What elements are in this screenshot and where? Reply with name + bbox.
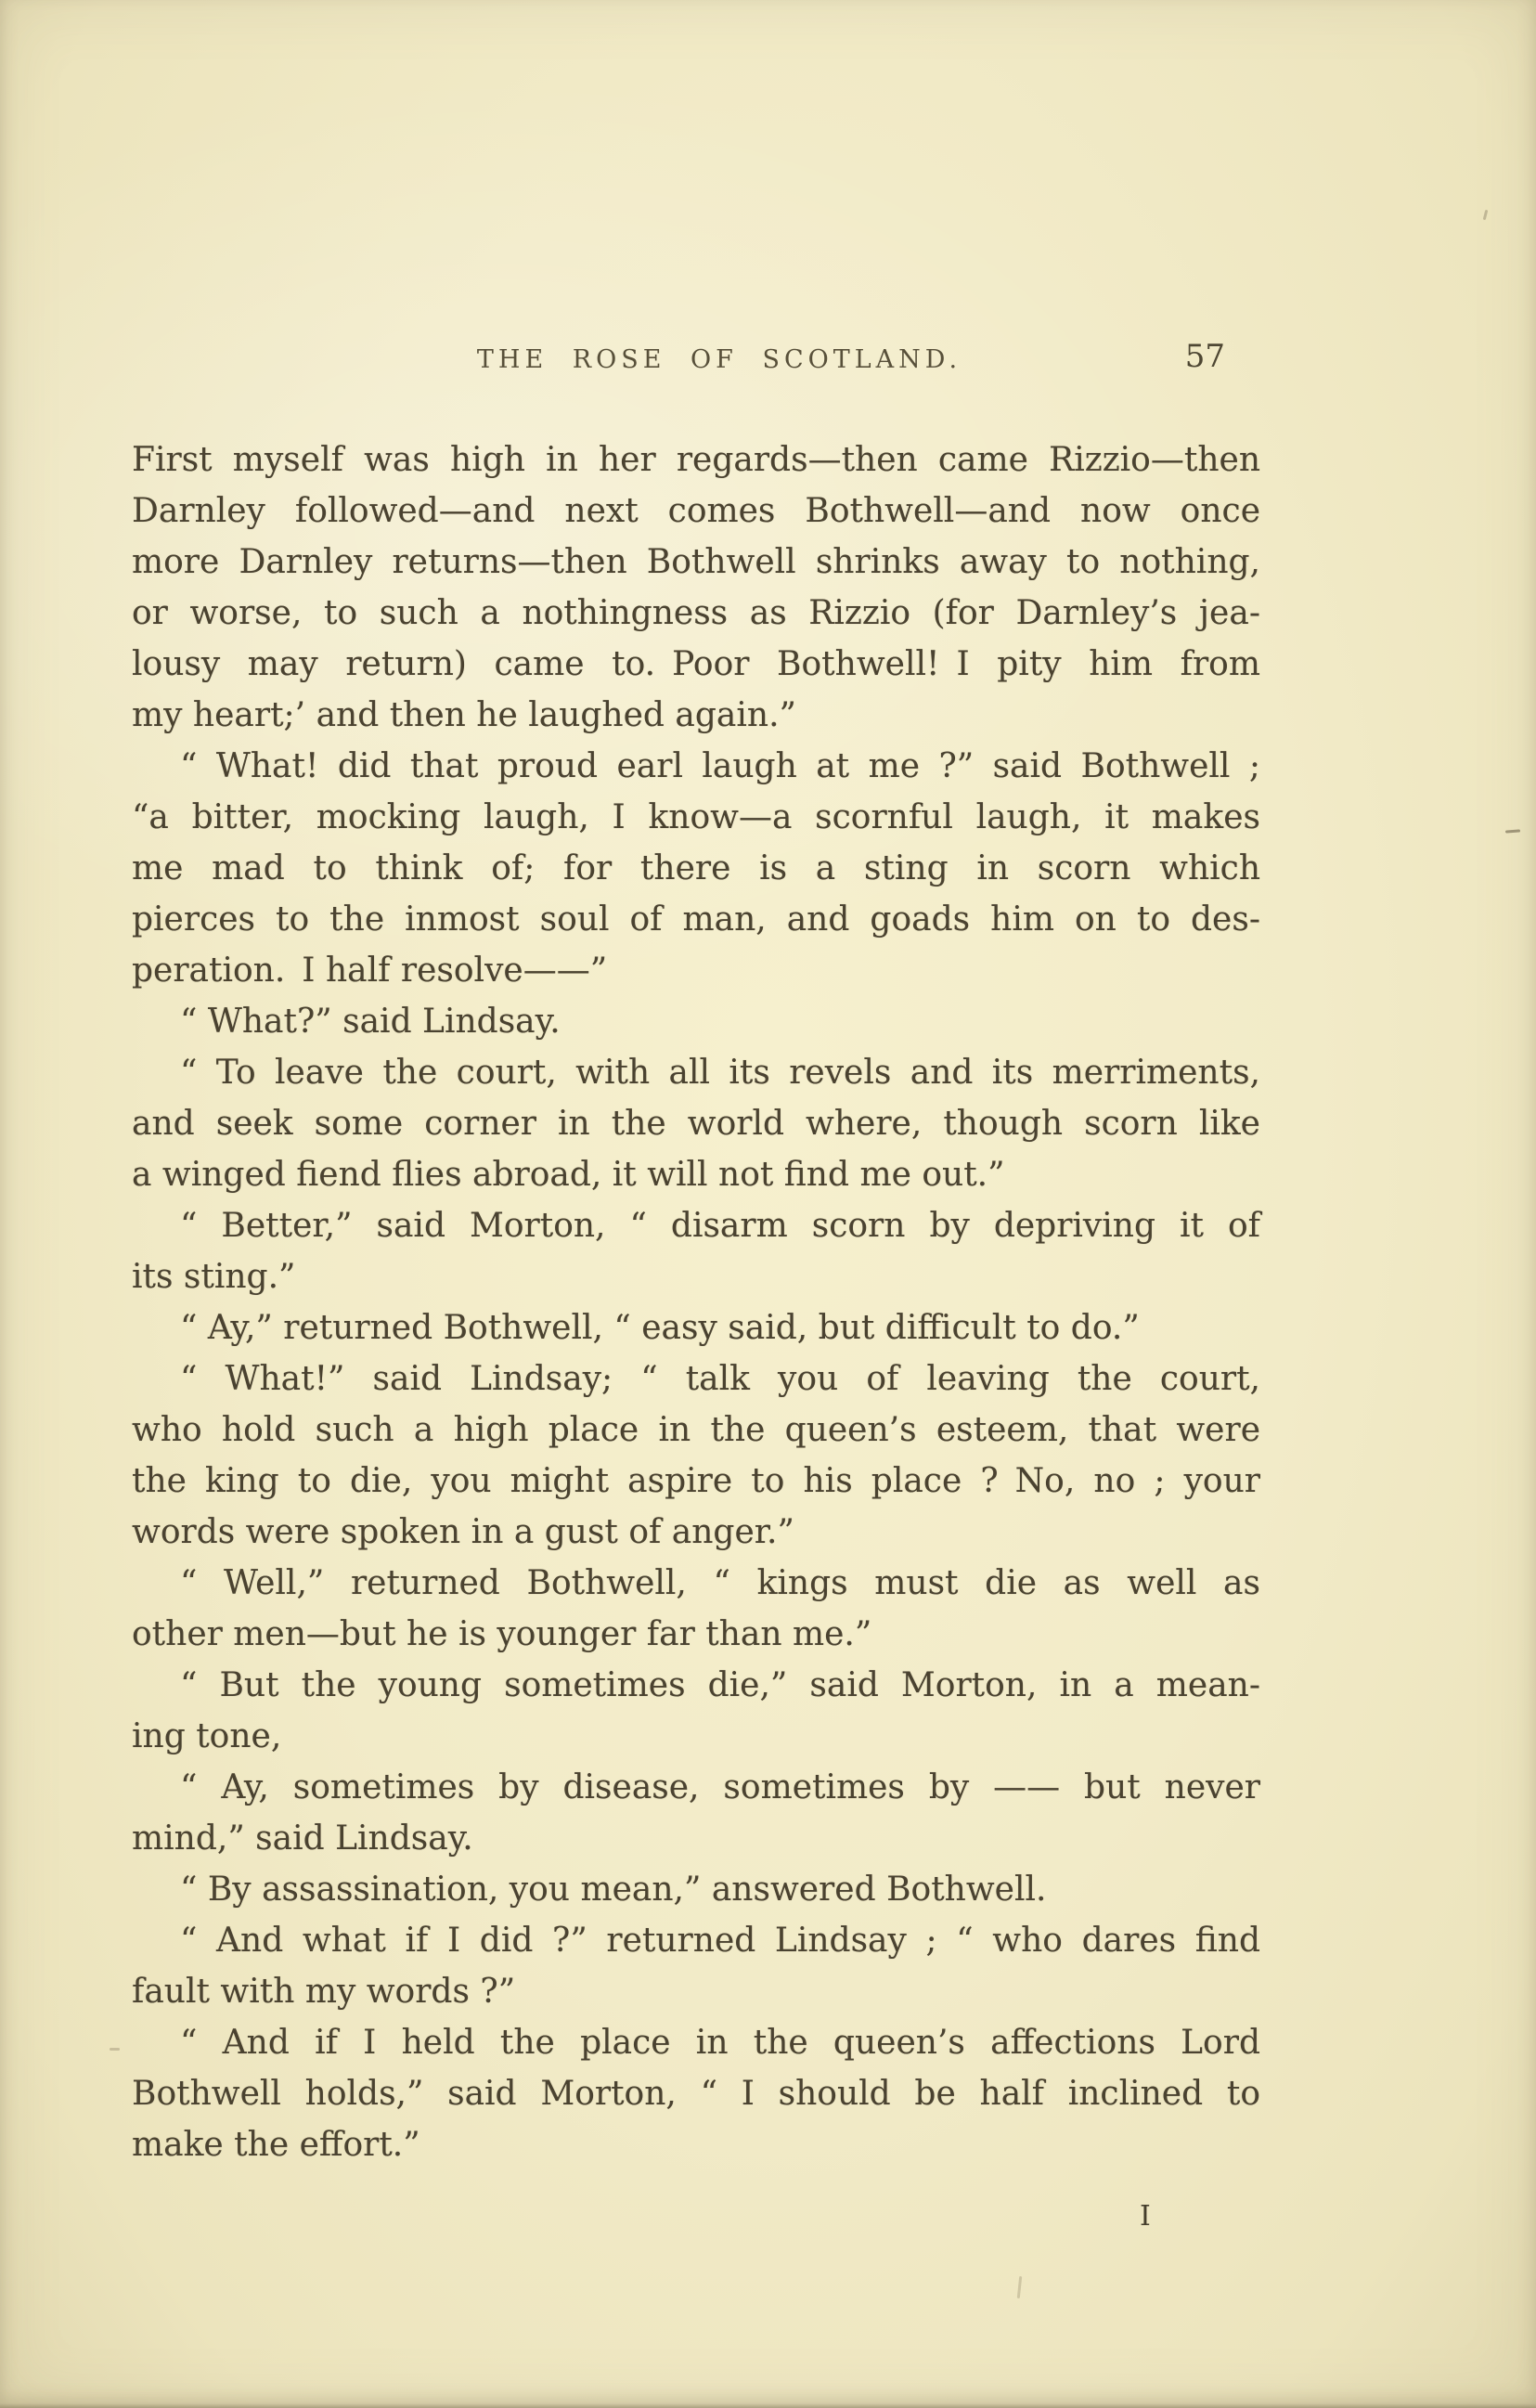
page-title: THE ROSE OF SCOTLAND. (476, 345, 962, 374)
text-line: “a bitter, mocking laugh, I know—a scornful laugh, it makes (132, 798, 1260, 836)
text-line: “ Better,” said Morton, “ disarm scorn by depriving it of (180, 1207, 1260, 1245)
text-line: Darnley followed—and next comes Bothwell—and now once (132, 492, 1260, 530)
scan-speck (110, 2048, 120, 2051)
scan-speck (1483, 210, 1489, 220)
text-line: “ Well,” returned Bothwell, “ kings must die as well as (180, 1564, 1260, 1602)
scan-speck (1017, 2276, 1022, 2298)
text-line: fault with my words ?” (132, 1973, 516, 2011)
text-line: the king to die, you might aspire to his place ? No, no ; your (132, 1462, 1260, 1500)
text-line: “ What! did that proud earl laugh at me ?” said Bothwell ; (180, 747, 1260, 785)
text-line: my heart;’ and then he laughed again.” (132, 696, 796, 734)
text-line: “ Ay,” returned Bothwell, “ easy said, but difficult to do.” (180, 1309, 1140, 1347)
text-block (132, 434, 1260, 2170)
text-line: “ But the young sometimes die,” said Morton, in a mean- (180, 1666, 1260, 1704)
text-line: “ What?” said Lindsay. (180, 1003, 561, 1041)
text-line: a winged fiend flies abroad, it will not find me out.” (132, 1156, 1005, 1194)
running-head (132, 338, 1260, 386)
text-line: me mad to think of; for there is a sting in scorn which (132, 849, 1260, 887)
text-line: and seek some corner in the world where, though scorn like (132, 1105, 1260, 1143)
text-line: mind,” said Lindsay. (132, 1819, 473, 1858)
text-line: peration. I half resolve——” (132, 952, 608, 990)
text-line: pierces to the inmost soul of man, and goads him on to des- (132, 900, 1260, 939)
text-line: lousy may return) came to. Poor Bothwell! I pity him from (132, 645, 1260, 683)
text-line: other men—but he is younger far than me.” (132, 1615, 872, 1653)
text-line: words were spoken in a gust of anger.” (132, 1513, 794, 1551)
text-line: First myself was high in her regards—then came Rizzio—then (132, 441, 1260, 479)
text-line: “ What!” said Lindsay; “ talk you of leaving the court, (180, 1360, 1260, 1398)
text-line: “ By assassination, you mean,” answered Bothwell. (180, 1871, 1047, 1909)
page-bottom-edge (0, 2403, 1536, 2408)
text-line: “ Ay, sometimes by disease, sometimes by —— but never (180, 1768, 1260, 1806)
text-line: “ And what if I did ?” returned Lindsay ; “ who dares find (180, 1922, 1260, 1960)
page-number: 57 (1184, 338, 1225, 375)
text-line: or worse, to such a nothingness as Rizzio (for Darnley’s jea- (132, 594, 1260, 632)
text-line: Bothwell holds,” said Morton, “ I should be half inclined to (132, 2075, 1260, 2113)
text-line: “ And if I held the place in the queen’s affections Lord (180, 2024, 1260, 2062)
text-line: ing tone, (132, 1717, 282, 1755)
text-line: “ To leave the court, with all its revels and its merriments, (180, 1054, 1260, 1092)
text-line: more Darnley returns—then Bothwell shrinks away to nothing, (132, 543, 1260, 581)
scan-speck (1505, 829, 1520, 833)
text-line: make the effort.” (132, 2126, 420, 2164)
text-line: who hold such a high place in the queen’s esteem, that were (132, 1411, 1260, 1449)
signature-mark: I (1140, 2200, 1151, 2233)
text-line: its sting.” (132, 1258, 296, 1296)
